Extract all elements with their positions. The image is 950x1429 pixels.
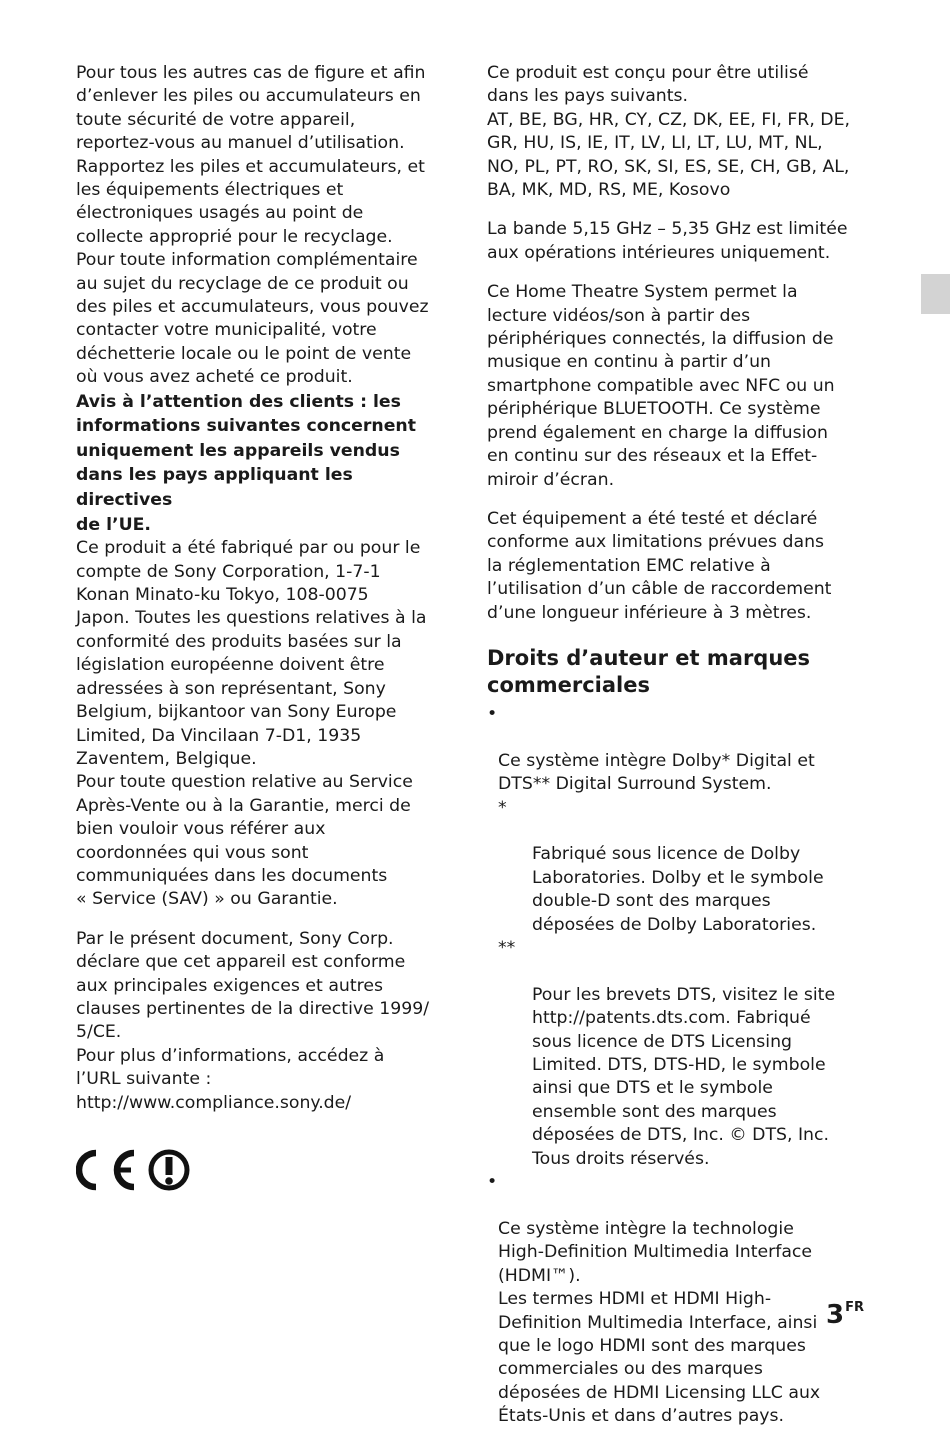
emc-paragraph: Cet équipement a été testé et déclaré conforme aux limitations prévues dans la réglementation EMC relative à l’utilisation d’un câble de raccordement d’une longueur inférieure à 3 mètres. — [487, 508, 832, 623]
manufacturer-paragraph: Ce produit a été fabriqué par ou pour le compte de Sony Corporation, 1-7-1 Konan Minato-ku Tokyo, 108-0075 Japon. Toutes les questions relatives à la conformité des produits basées sur la législation européenne doivent être adressées à son représentant, Sony Belgium, bijkantoor van Sony Europe Limited, Da Vincilaan 7-D1, 1935 Zaventem, Belgique. Pour toute question relative au Service Après-Vente ou à la Garantie, merci de bien vouloir vous référer aux coordonnées qui vous sont communiquées dans les documents « Service (SAV) » ou Garantie. — [76, 538, 427, 910]
ce-mark-icon — [76, 1148, 196, 1192]
footnote-mark: * — [498, 797, 507, 818]
footnote-text: Fabriqué sous licence de Dolby Laboratories. Dolby et le symbole double-D sont des marques déposées de Dolby Laboratories. — [532, 844, 824, 935]
page-number-value: 3 — [826, 1300, 845, 1330]
bullet-symbol: • — [487, 1172, 498, 1193]
declaration-paragraph: Par le présent document, Sony Corp. déclare que cet appareil est conforme aux principales exigences et autres clauses pertinentes de la directive 1999/ 5/CE. Pour plus d’informations, accédez à l’URL suivante : http://www.compliance.sony.de/ — [76, 928, 430, 1113]
list-item — [487, 703, 863, 797]
frequency-band-paragraph: La bande 5,15 GHz – 5,35 GHz est limitée aux opérations intérieures uniquement. — [487, 219, 848, 263]
right-column — [487, 62, 863, 1429]
eu-notice-heading: Avis à l’attention des clients : les informations suivantes concernent uniquement les appareils vendus dans les pays appliquant les directives de l’UE. — [76, 391, 416, 535]
equipment-class-2-alert-icon — [151, 1152, 187, 1188]
footnote-mark: ** — [498, 938, 516, 958]
list-item — [487, 1171, 863, 1428]
system-features-paragraph: Ce Home Theatre System permet la lecture vidéos/son à partir des périphériques connectés, la diffusion de musique en continu à partir d’un smartphone compatible avec NFC ou un périphérique BLUETOOTH. Ce système prend également en charge la diffusion en continu sur des réseaux et la Effet- miroir d’écran. — [487, 282, 835, 490]
section-tab-marker — [921, 274, 950, 314]
copyright-heading: Droits d’auteur et marques commerciales — [487, 645, 811, 697]
bullet-text-hdmi: Ce système intègre la technologie High-Definition Multimedia Interface (HDMI™). Les termes HDMI et HDMI High- Definition Multimedia Interface, ainsi que le logo HDMI sont des marques commerciales ou des marques déposées de HDMI Licensing LLC aux États-Unis et dans d’autres pays. — [498, 1218, 821, 1427]
language-code: FR — [845, 1300, 864, 1315]
countries-paragraph: Ce produit est conçu pour être utilisé dans les pays suivants. AT, BE, BG, HR, CY, CZ, DK, EE, FI, FR, DE, GR, HU, IS, IE, IT, LV, LI, LT, LU, MT, NL, NO, PL, PT, RO, SK, SI, ES, SE, CH, GB, AL, BA, MK, MD, RS, ME, Kosovo — [487, 63, 851, 201]
page-number — [826, 1300, 864, 1330]
footnote-dts — [498, 937, 863, 1171]
bullet-text-dolby-dts: Ce système intègre Dolby* Digital et DTS** Digital Surround System. — [498, 750, 815, 795]
bullet-symbol: • — [487, 703, 498, 724]
recycling-paragraph: Pour tous les autres cas de figure et afin d’enlever les piles ou accumulateurs en toute sécurité de votre appareil, reportez-vous au manuel d’utilisation. Rapportez les piles et accumulateurs, et les équipements électriques et électroniques usagés au point de collecte approprié pour le recyclage. Pour toute information complémentaire au sujet du recyclage de ce produit ou des piles et accumulateurs, vous pouvez contacter votre municipalité, votre déchetterie locale ou le point de vente où vous avez acheté ce produit. — [76, 63, 429, 388]
ce-alert-mark — [76, 1148, 196, 1196]
left-column — [76, 62, 452, 1115]
footnote-text: Pour les brevets DTS, visitez le site http://patents.dts.com. Fabriqué sous licence de DTS Licensing Limited. DTS, DTS-HD, le symbole ainsi que DTS et le symbole ensemble sont des marques déposées de DTS, Inc. © DTS, Inc. Tous droits réservés. — [532, 984, 836, 1169]
footnote-dolby — [498, 797, 863, 937]
